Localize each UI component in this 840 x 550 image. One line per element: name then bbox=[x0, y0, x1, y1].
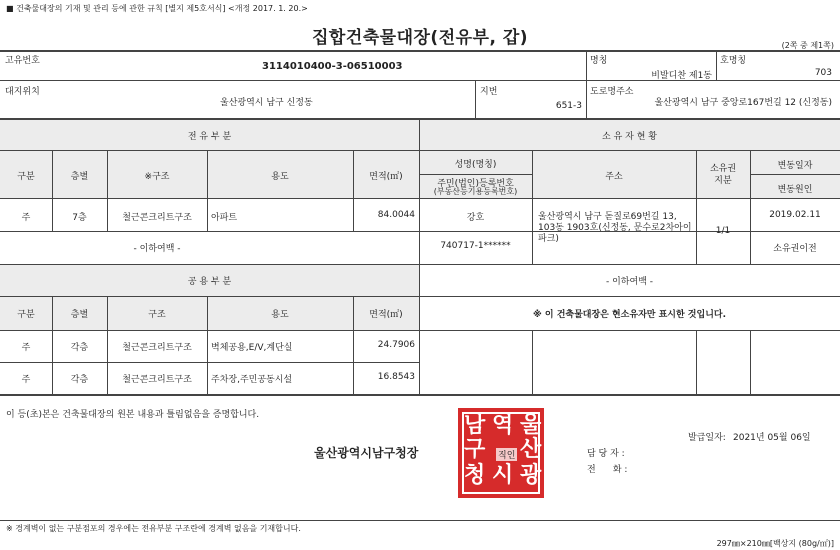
common-row-gubun: 주 bbox=[21, 375, 31, 385]
seal-stamp-label: 직인 bbox=[496, 448, 517, 461]
owner-reg-number: 740717-1****** bbox=[440, 241, 511, 251]
owner-share: 1/1 bbox=[715, 226, 731, 236]
owner-col-reg: 주민(법인)등록번호 bbox=[437, 179, 514, 189]
table-hline bbox=[0, 296, 840, 297]
exclusive-row-floor: 7층 bbox=[72, 213, 87, 223]
lot-number-label: 지번 bbox=[480, 87, 498, 97]
unique-number-label: 고유번호 bbox=[5, 56, 40, 66]
owner-col-reg-sub: (부동산등기용등록번호) bbox=[433, 187, 518, 196]
common-row-area: 24.7906 bbox=[377, 340, 415, 350]
exclusive-col-area: 면적(㎡) bbox=[369, 172, 403, 182]
issue-date-value: 2021년 05월 06일 bbox=[733, 433, 811, 443]
common-col-use: 용도 bbox=[271, 310, 289, 320]
paper-spec: 297㎜×210㎜[백상지 (80g/㎡)] bbox=[716, 539, 834, 548]
owner-col-date: 변동일자 bbox=[777, 161, 813, 171]
owner-header-split bbox=[419, 174, 532, 175]
seal-char: 구 bbox=[464, 436, 486, 462]
building-name-label: 명칭 bbox=[590, 56, 608, 66]
info-vline bbox=[586, 50, 587, 80]
seal-char: 시 bbox=[492, 462, 514, 488]
table-vline bbox=[532, 150, 533, 264]
owner-section-title: 소 유 자 현 황 bbox=[602, 132, 657, 142]
table-vline bbox=[532, 330, 533, 394]
owner-address: 울산광역시 남구 돋질로69번길 13, 103동 1903호(신정동, 문수로2차아이파크) bbox=[538, 212, 692, 244]
owner-change-cause: 소유권이전 bbox=[773, 244, 817, 254]
table-hline bbox=[0, 198, 840, 199]
info-vline bbox=[586, 80, 587, 118]
unique-number-value: 3114010400-3-06510003 bbox=[262, 61, 403, 72]
exclusive-col-structure: ※구조 bbox=[144, 172, 170, 182]
seal-char: 광 bbox=[520, 462, 542, 488]
page-indicator: (2쪽 중 제1쪽) bbox=[781, 41, 834, 50]
seal-char: 울 bbox=[520, 412, 542, 438]
table-hline bbox=[0, 330, 840, 331]
exclusive-section-title: 전 유 부 분 bbox=[187, 132, 232, 142]
road-address-label: 도로명주소 bbox=[590, 87, 634, 97]
owner-change-date: 2019.02.11 bbox=[769, 210, 821, 220]
owner-col-share: 소유권 지분 bbox=[709, 164, 737, 186]
table-bottom-border bbox=[0, 394, 840, 396]
owner-header-split bbox=[750, 174, 840, 175]
document-title: 집합건축물대장(전유부, 갑) bbox=[311, 28, 529, 48]
unit-name-label: 호명칭 bbox=[720, 56, 747, 66]
building-name-value: 비발디찬 제1동 bbox=[651, 71, 712, 81]
site-location-label: 대지위치 bbox=[5, 87, 40, 97]
common-col-gubun: 구분 bbox=[17, 310, 35, 320]
common-row-floor: 각층 bbox=[70, 343, 89, 353]
common-row-floor: 각층 bbox=[70, 375, 89, 385]
exclusive-col-floor: 층별 bbox=[70, 172, 89, 182]
table-vline bbox=[207, 150, 208, 232]
exclusive-row-use: 아파트 bbox=[211, 213, 238, 223]
table-hline bbox=[0, 150, 840, 151]
seal-char: 남 bbox=[464, 412, 486, 438]
owner-col-cause: 변동원인 bbox=[777, 185, 813, 195]
exclusive-row-gubun: 주 bbox=[21, 213, 31, 223]
owner-notice: ※ 이 건축물대장은 현소유자만 표시한 것입니다. bbox=[532, 310, 727, 320]
common-row-use: 벽체공용,E/V,계단실 bbox=[211, 343, 293, 353]
table-hline bbox=[0, 264, 840, 265]
info-vline bbox=[475, 80, 476, 118]
common-row-use: 주차장,주민공동시설 bbox=[211, 375, 293, 385]
table-vline bbox=[750, 330, 751, 394]
exclusive-row-structure: 철근콘크리트구조 bbox=[122, 213, 192, 223]
road-address-value: 울산광역시 남구 중앙로167번길 12 (신정동) bbox=[654, 98, 832, 108]
form-regulation-note: ■ 건축물대장의 기재 및 관리 등에 관한 규칙 [별지 제5호서식] <개정 2017. 1. 20.> bbox=[6, 4, 308, 13]
common-col-structure: 구조 bbox=[148, 310, 166, 320]
common-row-area: 16.8543 bbox=[377, 372, 415, 382]
issuing-office: 울산광역시남구청장 bbox=[314, 446, 419, 460]
common-col-area: 면적(㎡) bbox=[369, 310, 403, 320]
top-border bbox=[0, 50, 840, 52]
info-vline bbox=[716, 50, 717, 80]
seal-char: 산 bbox=[520, 436, 542, 462]
lot-number-value: 651-3 bbox=[555, 101, 582, 111]
issue-date-label: 발급일자: bbox=[688, 433, 726, 443]
exclusive-row-area: 84.0044 bbox=[377, 210, 415, 220]
exclusive-col-use: 용도 bbox=[271, 172, 289, 182]
seal-char: 청 bbox=[464, 462, 486, 488]
common-row-structure: 철근콘크리트구조 bbox=[122, 375, 192, 385]
site-location-value: 울산광역시 남구 신정동 bbox=[220, 98, 313, 108]
common-section-title: 공 용 부 분 bbox=[187, 277, 232, 287]
bottom-note: ※ 경계벽이 없는 구분점포의 경우에는 전유부분 구조란에 경계벽 없음을 기재합니다. bbox=[6, 524, 301, 533]
certification-text: 이 등(초)본은 건축물대장의 원본 내용과 틀림없음을 증명합니다. bbox=[6, 410, 260, 420]
table-hline bbox=[0, 362, 419, 363]
owner-col-name: 성명(명칭) bbox=[454, 160, 497, 170]
seal-char: 역 bbox=[492, 412, 514, 438]
owner-blank-row: - 이하여백 - bbox=[606, 277, 653, 287]
unit-name-value: 703 bbox=[814, 68, 832, 78]
exclusive-col-gubun: 구분 bbox=[17, 172, 35, 182]
table-vline bbox=[696, 330, 697, 394]
info-divider bbox=[0, 80, 840, 81]
person-in-charge-label: 담 당 자 : bbox=[587, 449, 625, 459]
common-row-structure: 철근콘크리트구조 bbox=[122, 343, 192, 353]
exclusive-blank-row: - 이하여백 - bbox=[133, 244, 181, 254]
common-row-gubun: 주 bbox=[21, 343, 31, 353]
owner-name: 강호 bbox=[466, 213, 485, 223]
phone-label: 전 화 : bbox=[587, 465, 628, 475]
owner-col-address: 주소 bbox=[605, 172, 623, 182]
footer-divider bbox=[0, 520, 840, 521]
common-col-floor: 층별 bbox=[70, 310, 89, 320]
